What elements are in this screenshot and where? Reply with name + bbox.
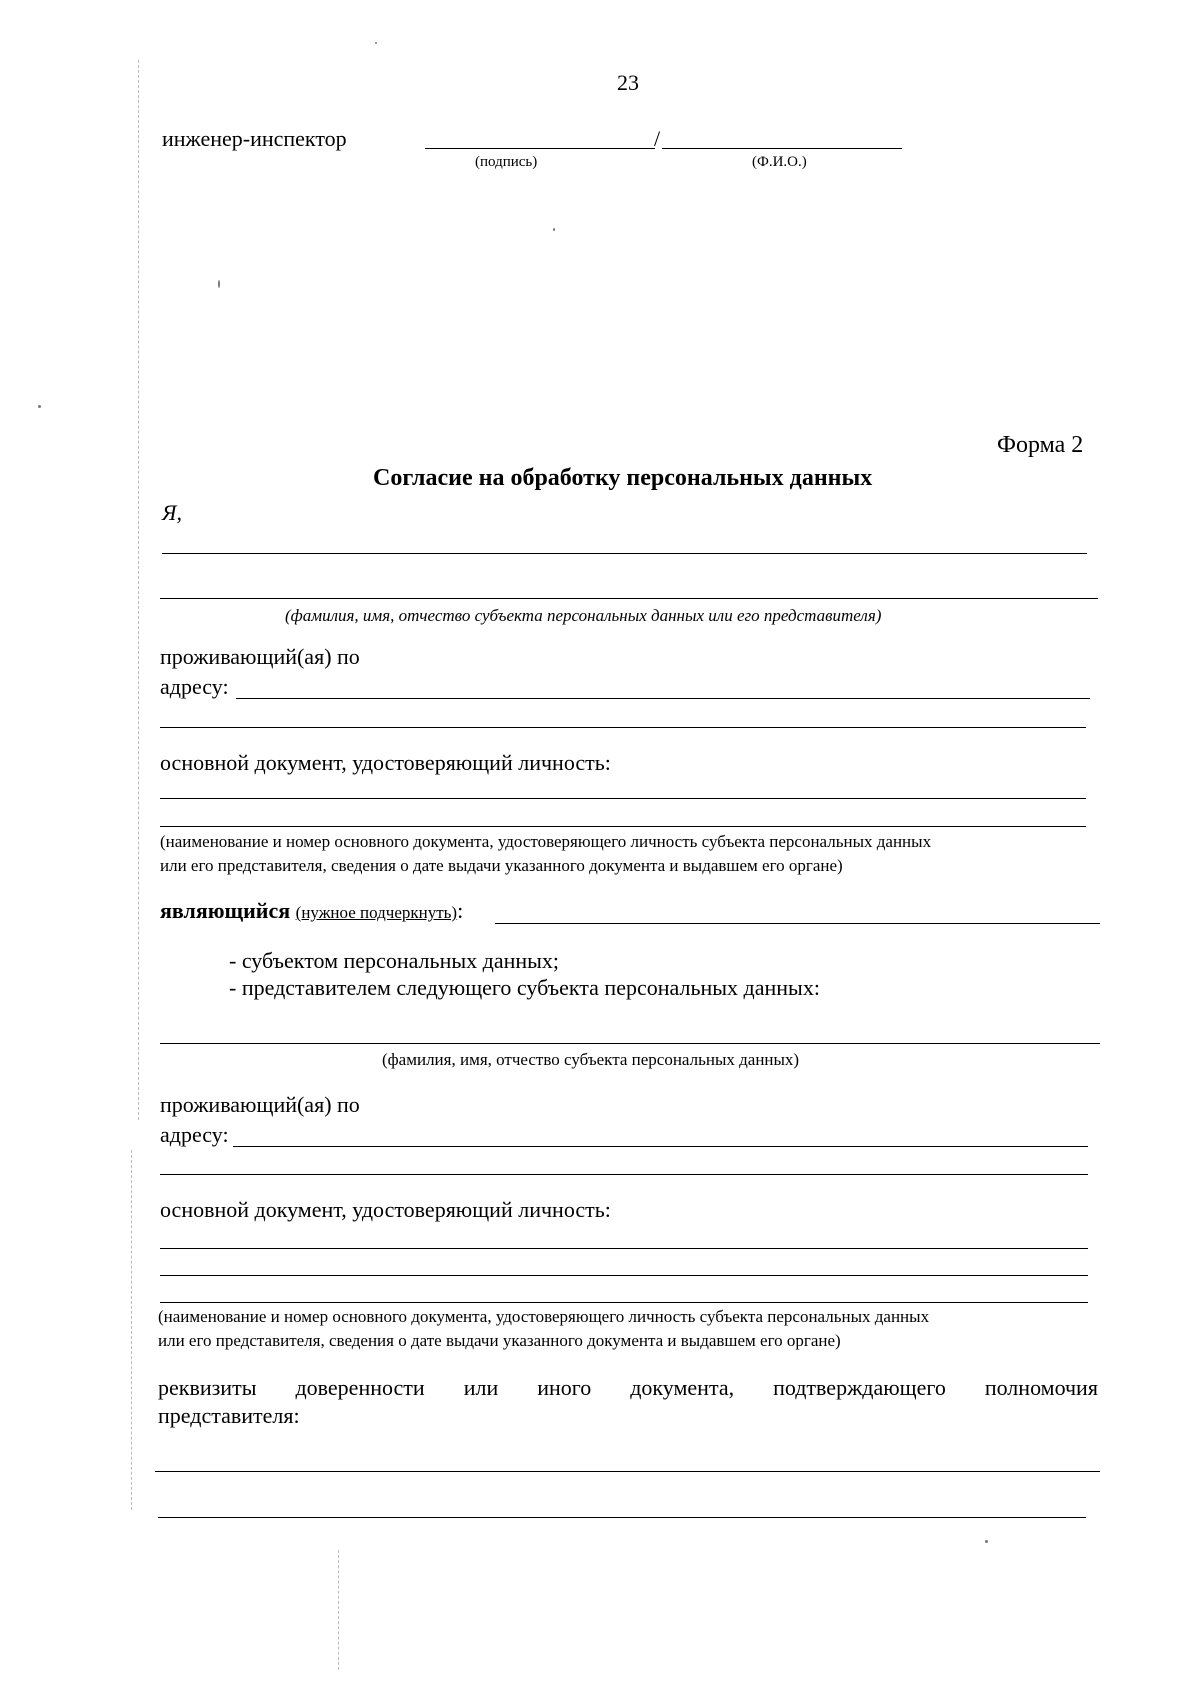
subject-document-line-1: [160, 798, 1086, 799]
poa-word: доверенности: [295, 1375, 425, 1400]
poa-word: иного: [537, 1375, 592, 1400]
subject-residing-label: проживающий(ая) по: [160, 644, 360, 669]
scan-margin-mark: [138, 60, 139, 1120]
represented-document-caption-2: или его представителя, сведения о дате выдачи указанного документа и выдавшем его органе): [158, 1331, 841, 1350]
being-label: являющийся: [160, 898, 291, 923]
being-row: [160, 898, 463, 924]
subject-document-line-2: [160, 826, 1086, 827]
inspector-role: инженер-инспектор: [162, 126, 347, 151]
scan-dot: [985, 1540, 988, 1543]
scan-margin-mark: [131, 1150, 132, 1510]
subject-document-caption-1: (наименование и номер основного документа, удостоверяющего личность субъекта персональных данных: [160, 832, 932, 851]
poa-word: полномочия: [984, 1375, 1098, 1400]
poa-word: или: [463, 1375, 499, 1400]
being-option-representative: - представителем следующего субъекта персональных данных:: [229, 975, 820, 1000]
represented-document-caption-1: (наименование и номер основного документа, удостоверяющего личность субъекта персональных данных: [158, 1307, 930, 1326]
being-colon: :: [457, 898, 464, 923]
represented-address-line-2: [160, 1174, 1088, 1175]
signature-line: [425, 148, 655, 149]
subject-name-line-1: [162, 553, 1087, 554]
being-line: [495, 923, 1100, 924]
being-hint: (нужное подчеркнуть): [295, 903, 458, 922]
subject-name-caption: (фамилия, имя, отчество субъекта персональных данных или его представителя): [285, 606, 882, 625]
i-label: Я,: [162, 500, 182, 525]
represented-address-label: адресу:: [160, 1122, 229, 1147]
subject-document-caption-2: или его представителя, сведения о дате выдачи указанного документа и выдавшем его органе): [160, 856, 843, 875]
power-of-attorney-line-1: [158, 1375, 1098, 1401]
poa-word: документа,: [630, 1375, 735, 1400]
poa-word: подтверждающего: [773, 1375, 946, 1400]
document-title: Согласие на обработку персональных данных: [373, 465, 873, 491]
represented-document-label: основной документ, удостоверяющий личность:: [160, 1197, 611, 1222]
scan-dot: [38, 405, 41, 408]
represented-name-line: [160, 1043, 1100, 1044]
form-label: Форма 2: [997, 432, 1084, 458]
signature-separator: /: [654, 126, 661, 151]
page-number: 23: [617, 70, 639, 95]
represented-address-line-1: [233, 1146, 1088, 1147]
represented-document-line-1: [160, 1248, 1088, 1249]
name-caption: (Ф.И.О.): [752, 154, 807, 170]
represented-document-line-2: [160, 1275, 1088, 1276]
scan-dot: [375, 42, 377, 44]
being-option-subject: - субъектом персональных данных;: [229, 948, 560, 973]
subject-address-label: адресу:: [160, 674, 229, 699]
subject-address-line-1: [236, 698, 1090, 699]
represented-document-line-3: [160, 1302, 1088, 1303]
power-of-attorney-line-2: представителя:: [158, 1403, 300, 1428]
subject-name-line-2: [160, 598, 1098, 599]
subject-address-line-2: [160, 727, 1086, 728]
scan-dot: [553, 228, 555, 231]
poa-word: реквизиты: [158, 1375, 257, 1400]
name-line: [662, 148, 902, 149]
scan-margin-mark: [338, 1550, 339, 1670]
power-of-attorney-field-line-1: [155, 1471, 1100, 1472]
represented-residing-label: проживающий(ая) по: [160, 1092, 360, 1117]
scan-dot: [218, 280, 220, 288]
represented-name-caption: (фамилия, имя, отчество субъекта персональных данных): [382, 1050, 800, 1069]
subject-document-label: основной документ, удостоверяющий личность:: [160, 750, 611, 775]
power-of-attorney-field-line-2: [158, 1517, 1086, 1518]
signature-caption: (подпись): [475, 154, 538, 170]
